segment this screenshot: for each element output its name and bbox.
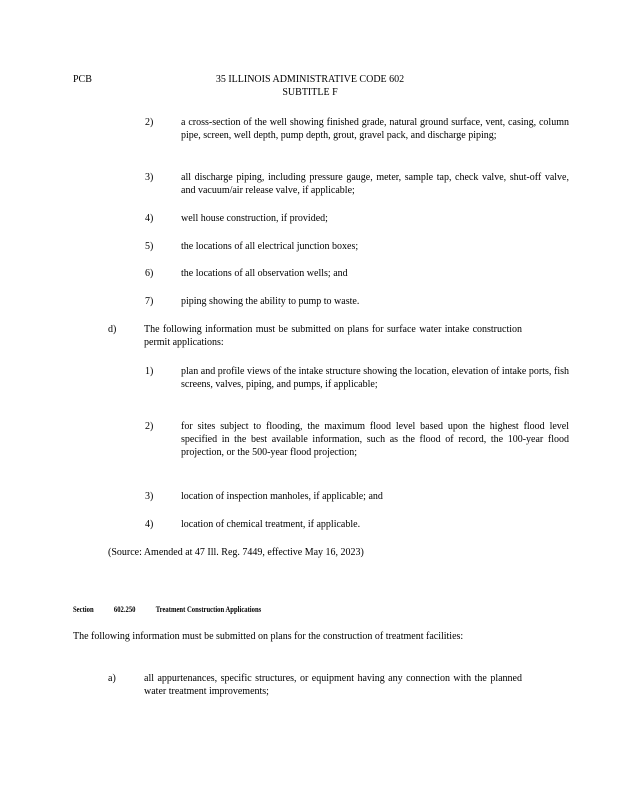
list-item-text: plan and profile views of the intake structure showing the location, elevation of intake ports, fish screens, valves, piping, and pumps, if applicable; — [181, 366, 569, 390]
list-item-number: 2) — [145, 421, 154, 432]
header-title-line2: SUBTITLE F — [282, 87, 338, 98]
list-item-text: a cross-section of the well showing finished grade, natural ground surface, vent, casing, column pipe, screen, well depth, pump depth, grout, gravel pack, and discharge piping; — [181, 117, 569, 141]
list-item-text: well house construction, if provided; — [181, 213, 328, 224]
section-heading — [73, 603, 281, 616]
list-item — [145, 518, 569, 531]
list-item — [145, 365, 569, 391]
list-item-number: d) — [108, 324, 117, 335]
list-item-text: the locations of all electrical junction boxes; — [181, 241, 359, 252]
list-item-number: 1) — [145, 366, 154, 377]
list-item-text: piping showing the ability to pump to waste. — [181, 296, 360, 307]
list-item-d — [108, 323, 522, 349]
section-number: 602.250 — [113, 604, 136, 614]
list-item-number: 4) — [145, 519, 154, 530]
section-label: Section — [73, 604, 94, 614]
list-item-number: 3) — [145, 172, 154, 183]
list-item — [145, 295, 569, 308]
section-paragraph: The following information must be submitted on plans for the construction of treatment facilities: — [73, 631, 464, 642]
header-title-line1: 35 ILLINOIS ADMINISTRATIVE CODE 602 — [215, 74, 405, 85]
list-item — [145, 267, 569, 280]
list-item-text: location of inspection manholes, if applicable; and — [181, 491, 383, 502]
list-item-number: 3) — [145, 491, 154, 502]
list-item-number: 6) — [145, 268, 154, 279]
list-item-text: for sites subject to flooding, the maximum flood level based upon the highest flood level specified in the best available information, such as the flood of record, the 100-year flood projection, or the 500-year flood projection; — [181, 421, 569, 458]
header-title — [180, 73, 440, 99]
list-item-a — [108, 672, 522, 698]
list-item-text: The following information must be submitted on plans for surface water intake construction permit applications: — [144, 324, 522, 348]
list-item-text: all appurtenances, specific structures, or equipment having any connection with the planned water treatment improvements; — [144, 673, 522, 697]
list-item-number: 7) — [145, 296, 154, 307]
section-title: Treatment Construction Applications — [155, 604, 262, 614]
list-item — [145, 490, 569, 503]
list-item — [145, 240, 569, 253]
list-item — [145, 116, 569, 142]
list-item-number: 4) — [145, 213, 154, 224]
list-item-number: 5) — [145, 241, 154, 252]
source-note: (Source: Amended at 47 Ill. Reg. 7449, effective May 16, 2023) — [108, 547, 364, 558]
list-item-number: a) — [108, 673, 116, 684]
list-item-text: location of chemical treatment, if applicable. — [181, 519, 361, 530]
list-item — [145, 420, 569, 459]
header-agency: PCB — [73, 74, 92, 85]
list-item-text: all discharge piping, including pressure gauge, meter, sample tap, check valve, shut-off valve, and vacuum/air release valve, if applicable; — [181, 172, 569, 196]
list-item-text: the locations of all observation wells; and — [181, 268, 348, 279]
list-item-number: 2) — [145, 117, 154, 128]
list-item — [145, 171, 569, 197]
list-item — [145, 212, 569, 225]
